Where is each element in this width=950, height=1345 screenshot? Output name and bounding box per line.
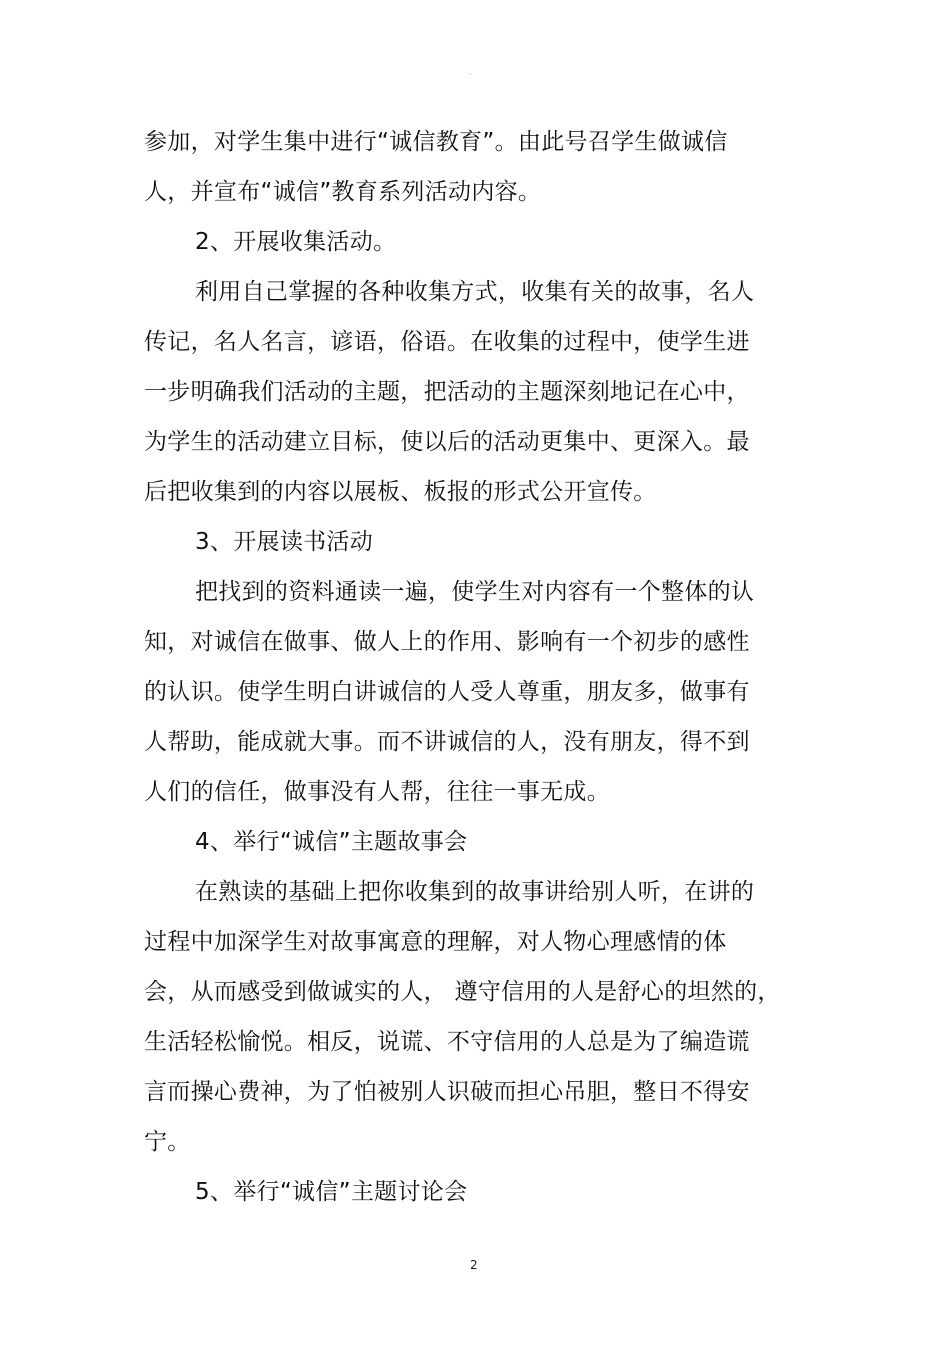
body-line: 知，对诚信在做事、做人上的作用、影响有一个初步的感性 (144, 629, 750, 655)
body-line: 在熟读的基础上把你收集到的故事讲给别人听，在讲的 (195, 879, 755, 905)
body-line: 把找到的资料通读一遍，使学生对内容有一个整体的认 (195, 579, 755, 605)
header-mark: · (469, 70, 472, 79)
body-line: 言而操心费神，为了怕被别人识破而担心吊胆，整日不得安 (144, 1079, 750, 1105)
section-heading: 3、开展读书活动 (195, 529, 374, 555)
body-line: 为学生的活动建立目标，使以后的活动更集中、更深入。最 (144, 429, 750, 455)
body-line: 人帮助，能成就大事。而不讲诚信的人，没有朋友，得不到 (144, 729, 750, 755)
section-heading: 4、举行“诚信”主题故事会 (195, 829, 468, 855)
body-line: 的认识。使学生明白讲诚信的人受人尊重，朋友多，做事有 (144, 679, 750, 705)
section-heading: 2、开展收集活动。 (195, 229, 397, 255)
body-line: 会，从而感受到做诚实的人， 遵守信用的人是舒心的坦然的， (144, 979, 781, 1005)
body-line: 参加，对学生集中进行“诚信教育”。由此号召学生做诚信 (144, 129, 728, 155)
body-line: 生活轻松愉悦。相反，说谎、不守信用的人总是为了编造谎 (144, 1029, 750, 1055)
body-line: 宁。 (144, 1129, 191, 1155)
page-number: 2 (470, 1258, 478, 1272)
section-heading: 5、举行“诚信”主题讨论会 (195, 1179, 468, 1205)
body-line: 传记，名人名言，谚语，俗语。在收集的过程中，使学生进 (144, 329, 750, 355)
body-line: 一步明确我们活动的主题，把活动的主题深刻地记在心中， (144, 379, 750, 405)
body-line: 过程中加深学生对故事寓意的理解，对人物心理感情的体 (144, 929, 727, 955)
body-line: 利用自己掌握的各种收集方式，收集有关的故事，名人 (195, 279, 755, 305)
body-line: 人们的信任，做事没有人帮，往往一事无成。 (144, 779, 610, 805)
body-line: 后把收集到的内容以展板、板报的形式公开宣传。 (144, 479, 657, 505)
body-line: 人，并宣布“诚信”教育系列活动内容。 (144, 179, 542, 205)
